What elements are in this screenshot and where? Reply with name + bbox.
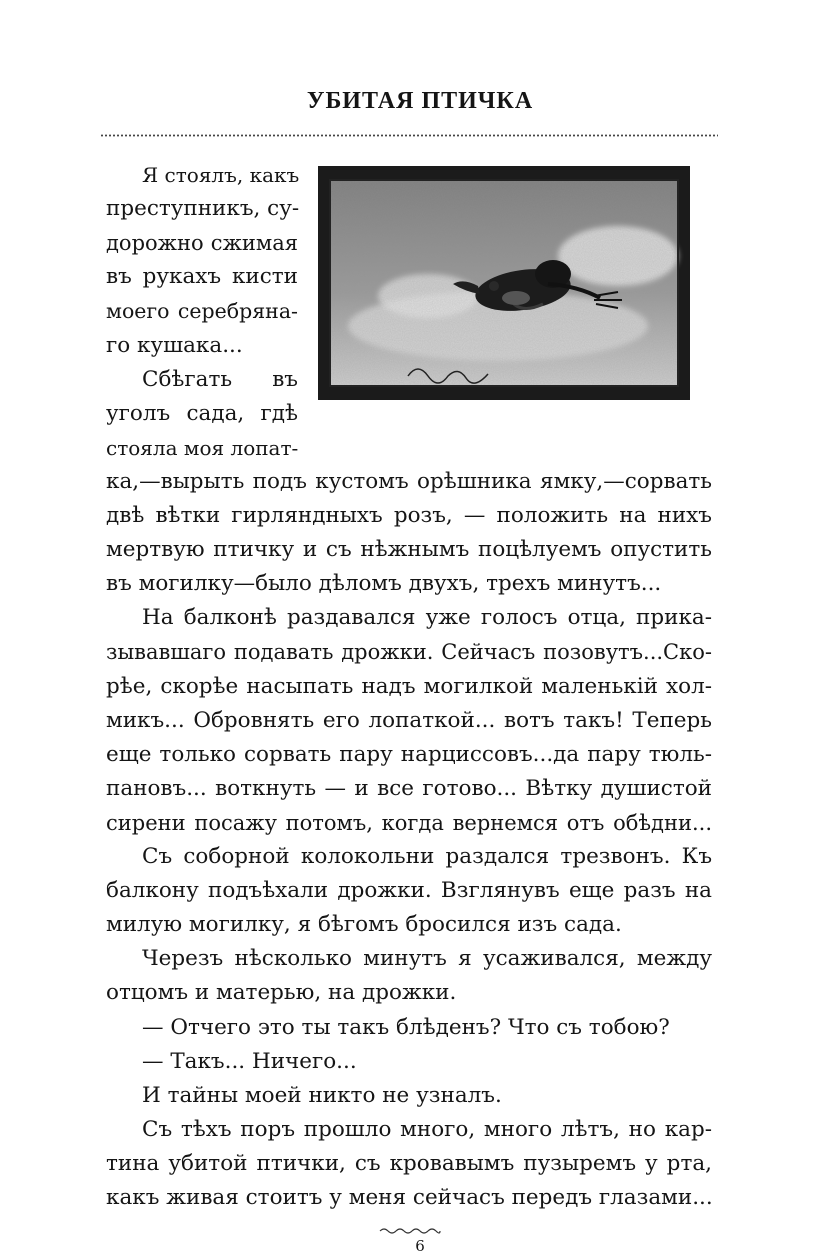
text-line: микъ... Обровнять его лопаткой... вотъ такъ! Теперь xyxy=(106,707,712,733)
text-line: Съ тѣхъ поръ прошло много, много лѣтъ, но кар- xyxy=(142,1116,712,1142)
text-line: стояла моя лопат- xyxy=(106,435,299,460)
text-line: — Такъ... Ничего... xyxy=(142,1048,357,1074)
page-number: 6 xyxy=(415,1237,425,1255)
text-line: И тайны моей никто не узналъ. xyxy=(142,1082,502,1108)
text-line: отцомъ и матерью, на дрожки. xyxy=(106,980,457,1006)
text-line: въ могилку—было дѣломъ двухъ, трехъ минутъ... xyxy=(106,571,662,597)
text-line: моего серебряна- xyxy=(106,299,298,324)
ornament-divider xyxy=(378,1221,442,1231)
text-line: Я стоялъ, какъ xyxy=(142,163,300,187)
text-line: тина убитой птички, съ кровавымъ пузыремъ у рта, xyxy=(106,1150,712,1176)
chapter-title: УБИТАЯ ПТИЧКА xyxy=(306,88,534,114)
text-line: Съ соборной колокольни раздался трезвонъ. Къ xyxy=(142,844,712,869)
text-line: еще только сорвать пару нарциссовъ...да пару тюль- xyxy=(106,741,712,767)
dotted-rule xyxy=(100,134,718,137)
text-line: мертвую птичку и съ нѣжнымъ поцѣлуемъ опустить xyxy=(106,537,712,563)
text-line: преступникъ, су- xyxy=(106,196,300,222)
text-line: какъ живая стоитъ у меня сейчасъ передъ глазами... xyxy=(106,1185,713,1210)
text-line: ка,—вырыть подъ кустомъ орѣшника ямку,—сорвать xyxy=(106,468,712,494)
text-line: дорожно сжимая xyxy=(106,231,298,256)
text-line: уголъ сада, гдѣ xyxy=(106,400,298,426)
dead-bird-icon xyxy=(318,166,690,400)
text-line: го кушака... xyxy=(106,332,243,358)
text-line: Сбѣгать въ xyxy=(142,366,298,392)
dead-bird-illustration xyxy=(318,166,690,400)
text-line: пановъ... воткнуть — и все готово... Вѣтку душистой xyxy=(106,775,712,801)
text-line: милую могилку, я бѣгомъ бросился изъ сада. xyxy=(106,912,622,938)
text-line: въ рукахъ кисти xyxy=(106,264,298,290)
text-line: рѣе, скорѣе насыпать надъ могилкой маленькій хол- xyxy=(106,673,712,699)
text-line: сирени посажу потомъ, когда вернемся отъ обѣдни... xyxy=(106,810,712,835)
text-line: двѣ вѣтки гирляндныхъ розъ, — положить на нихъ xyxy=(106,503,712,528)
text-line: — Отчего это ты такъ блѣденъ? Что съ тобою? xyxy=(142,1014,670,1040)
wave-ornament-icon xyxy=(378,1226,442,1236)
text-line: Черезъ нѣсколько минутъ я усаживался, между xyxy=(142,946,712,972)
text-line: зывавшаго подавать дрожки. Сейчасъ позовутъ...Ско- xyxy=(106,640,712,665)
text-line: На балконѣ раздавался уже голосъ отца, прика- xyxy=(142,605,712,631)
text-line: балкону подъѣхали дрожки. Взглянувъ еще разъ на xyxy=(106,878,712,904)
